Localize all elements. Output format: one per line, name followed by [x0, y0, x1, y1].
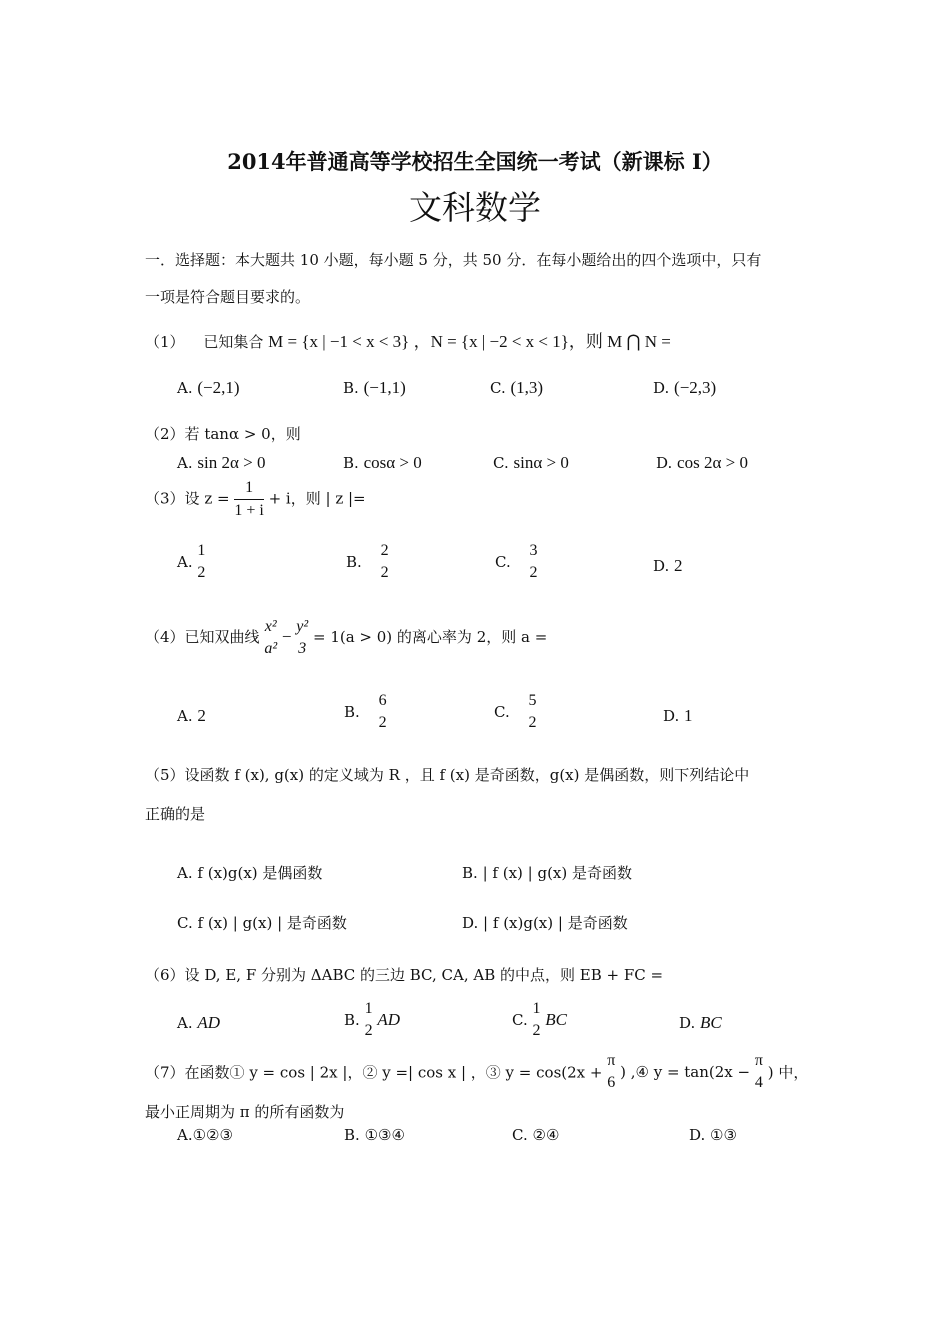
option-label: A. — [177, 553, 193, 571]
option-label: A. — [177, 1014, 193, 1032]
exam-title: 2014年普通高等学校招生全国统一考试（新课标 I） — [227, 149, 723, 174]
option-label: D. — [653, 379, 670, 397]
q2-option-d[interactable] — [656, 453, 748, 473]
option-value: AD — [377, 1010, 401, 1029]
q7-option-b[interactable] — [344, 1126, 405, 1144]
option-label: C. — [512, 1126, 528, 1144]
q7-option-a[interactable] — [177, 1126, 233, 1144]
numerator: π — [607, 1052, 616, 1069]
fraction — [755, 1050, 763, 1094]
q7-option-c[interactable] — [512, 1126, 559, 1144]
fraction — [529, 690, 537, 734]
option-value: (−2,1) — [197, 378, 240, 397]
option-label: B. — [344, 703, 360, 721]
q5-option-a[interactable] — [177, 862, 322, 883]
option-value: | f (x) | g(x) 是奇函数 — [482, 864, 633, 882]
question-stem-part3: ) 中， — [767, 1063, 809, 1082]
q3-option-d[interactable] — [653, 556, 683, 576]
question-1 — [145, 327, 671, 352]
q5-option-b[interactable] — [462, 862, 632, 883]
option-label: D. — [653, 557, 670, 575]
option-label: C. — [494, 703, 510, 721]
q3-option-a[interactable] — [177, 540, 205, 584]
option-label: D. — [689, 1126, 706, 1144]
question-stem-post: + i，则 | z |= — [268, 489, 366, 508]
numerator: 6 — [378, 692, 387, 709]
numerator: π — [754, 1052, 763, 1069]
question-stem-post: = 1(a > 0) 的离心率为 2，则 a = — [312, 628, 548, 646]
numerator: 5 — [528, 692, 537, 709]
fraction — [533, 998, 541, 1042]
option-label: C. — [495, 553, 511, 571]
option-value: f (x) | g(x) | 是奇函数 — [197, 914, 347, 932]
option-value: 1 — [684, 706, 693, 725]
fraction — [530, 540, 538, 584]
numerator: 1 — [364, 1000, 373, 1017]
numerator: 3 — [529, 542, 538, 559]
fraction — [607, 1050, 615, 1094]
option-label: C. — [490, 379, 506, 397]
numerator: 1 — [234, 477, 263, 500]
option-value: ①②③ — [192, 1126, 233, 1144]
option-label: A. — [177, 864, 193, 882]
section-instructions-line2: 一项是符合题目要求的。 — [145, 288, 311, 306]
q5-option-c[interactable] — [177, 912, 347, 933]
fraction — [197, 540, 205, 584]
exam-subject: 文科数学 — [409, 188, 541, 227]
option-value: (1,3) — [510, 378, 544, 397]
section-instructions-line1: 一．选择题：本大题共 10 小题，每小题 5 分，共 50 分．在每小题给出的四个选项中，只有 — [145, 251, 762, 269]
q4-option-a[interactable] — [177, 706, 206, 726]
q4-option-b[interactable] — [344, 690, 387, 734]
option-label: A. — [177, 1126, 193, 1144]
option-label: B. — [462, 864, 478, 882]
option-label: D. — [656, 454, 673, 472]
question-number: （2） — [145, 425, 185, 443]
denominator: 1 + i — [234, 502, 264, 519]
option-label: D. — [663, 707, 680, 725]
option-label: D. — [462, 914, 479, 932]
option-label: D. — [679, 1014, 696, 1032]
q4-option-c[interactable] — [494, 690, 537, 734]
question-stem-pre: 已知双曲线 — [184, 628, 260, 646]
numerator: x² — [264, 618, 277, 635]
question-number: （7） — [145, 1063, 185, 1082]
fraction — [264, 616, 277, 660]
option-label: B. — [343, 454, 359, 472]
option-value: 2 — [197, 706, 206, 725]
fraction — [379, 690, 387, 734]
denominator: 2 — [378, 714, 387, 731]
option-label: C. — [177, 914, 193, 932]
numerator: 1 — [197, 542, 206, 559]
option-label: B. — [343, 379, 359, 397]
option-label: A. — [177, 707, 193, 725]
option-value: (−1,1) — [363, 378, 406, 397]
fraction — [365, 998, 373, 1042]
option-value: cosα > 0 — [363, 453, 422, 472]
question-number: （3） — [145, 489, 185, 508]
numerator: 1 — [532, 1000, 541, 1017]
option-label: B. — [344, 1011, 360, 1029]
denominator: 2 — [529, 564, 538, 581]
q2-option-a[interactable] — [177, 453, 265, 473]
question-math: M = {x | −1 < x < 3} ，N = {x | −2 < x < 1}，则 M ⋂ N = — [268, 332, 671, 351]
fraction — [234, 477, 263, 522]
option-value: 2 — [674, 556, 683, 575]
question-stem: 已知集合 — [203, 333, 264, 351]
q6-option-a[interactable] — [177, 1013, 220, 1033]
question-stem-part2: ) ,④ y = tan(2x − — [620, 1063, 751, 1081]
option-value: (−2,3) — [674, 378, 717, 397]
denominator: 2 — [380, 564, 389, 581]
question-number: （5） — [145, 766, 185, 784]
q6-option-b[interactable] — [344, 998, 400, 1042]
option-label: B. — [344, 1126, 360, 1144]
option-value: ②④ — [532, 1126, 560, 1144]
denominator: 2 — [532, 1022, 541, 1039]
option-value: sinα > 0 — [513, 453, 569, 472]
denominator: 6 — [607, 1074, 616, 1091]
option-label: A. — [177, 379, 193, 397]
question-stem: 设 D, E, F 分别为 ΔABC 的三边 BC, CA, AB 的中点，则 EB + FC = — [184, 966, 664, 984]
question-6 — [145, 964, 663, 985]
option-value: BC — [700, 1013, 722, 1032]
option-value: ①③ — [710, 1126, 737, 1144]
numerator: 2 — [380, 542, 389, 559]
question-2 — [145, 423, 301, 444]
question-number: （6） — [145, 966, 185, 984]
fraction — [381, 540, 389, 584]
q6-option-d[interactable] — [679, 1013, 722, 1033]
option-value: sin 2α > 0 — [197, 453, 266, 472]
denominator: 2 — [364, 1022, 373, 1039]
question-4 — [145, 616, 547, 660]
q7-option-d[interactable] — [689, 1126, 737, 1144]
q6-option-c[interactable] — [512, 998, 567, 1042]
option-value: | f (x)g(x) | 是奇函数 — [483, 914, 628, 932]
option-value: ①③④ — [364, 1126, 405, 1144]
option-value: cos 2α > 0 — [677, 453, 748, 472]
q2-option-b[interactable] — [343, 453, 422, 473]
option-label: C. — [493, 454, 509, 472]
denominator: 4 — [754, 1074, 763, 1091]
option-value: BC — [545, 1010, 568, 1029]
question-stem-pre: 设 z = — [184, 489, 230, 508]
denominator: a² — [264, 640, 278, 657]
q1-option-c[interactable] — [490, 378, 543, 398]
question-7 — [145, 1050, 808, 1094]
numerator: y² — [296, 618, 309, 635]
question-number: （4） — [145, 628, 185, 646]
q3-option-c[interactable] — [495, 540, 538, 584]
option-value: f (x)g(x) 是偶函数 — [197, 864, 323, 882]
question-stem: 若 tanα > 0，则 — [184, 425, 301, 443]
question-stem-line1: 设函数 f (x), g(x) 的定义域为 R ，且 f (x) 是奇函数，g(x) 是偶函数，则下列结论中 — [184, 766, 750, 784]
q1-option-a[interactable] — [177, 378, 240, 398]
q5-option-d[interactable] — [462, 912, 628, 933]
option-label: B. — [346, 553, 362, 571]
fraction — [296, 616, 308, 660]
q3-option-b[interactable] — [346, 540, 389, 584]
question-7-line2: 最小正周期为 π 的所有函数为 — [145, 1103, 345, 1121]
q2-option-c[interactable] — [493, 453, 569, 473]
question-3 — [145, 477, 366, 522]
question-5 — [145, 764, 749, 785]
question-number: （1） — [145, 333, 185, 351]
denominator: 3 — [298, 640, 307, 657]
question-stem-part1: 在函数① y = cos | 2x |，② y =| cos x | ，③ y = cos(2x + — [184, 1063, 603, 1082]
q1-option-d[interactable] — [653, 378, 716, 398]
q4-option-d[interactable] — [663, 706, 693, 726]
option-label: C. — [512, 1011, 528, 1029]
minus-sign: − — [281, 627, 292, 646]
option-label: A. — [177, 454, 193, 472]
denominator: 2 — [528, 714, 537, 731]
option-value: AD — [197, 1013, 221, 1032]
denominator: 2 — [197, 564, 206, 581]
q1-option-b[interactable] — [343, 378, 406, 398]
question-5-line2: 正确的是 — [145, 805, 206, 823]
